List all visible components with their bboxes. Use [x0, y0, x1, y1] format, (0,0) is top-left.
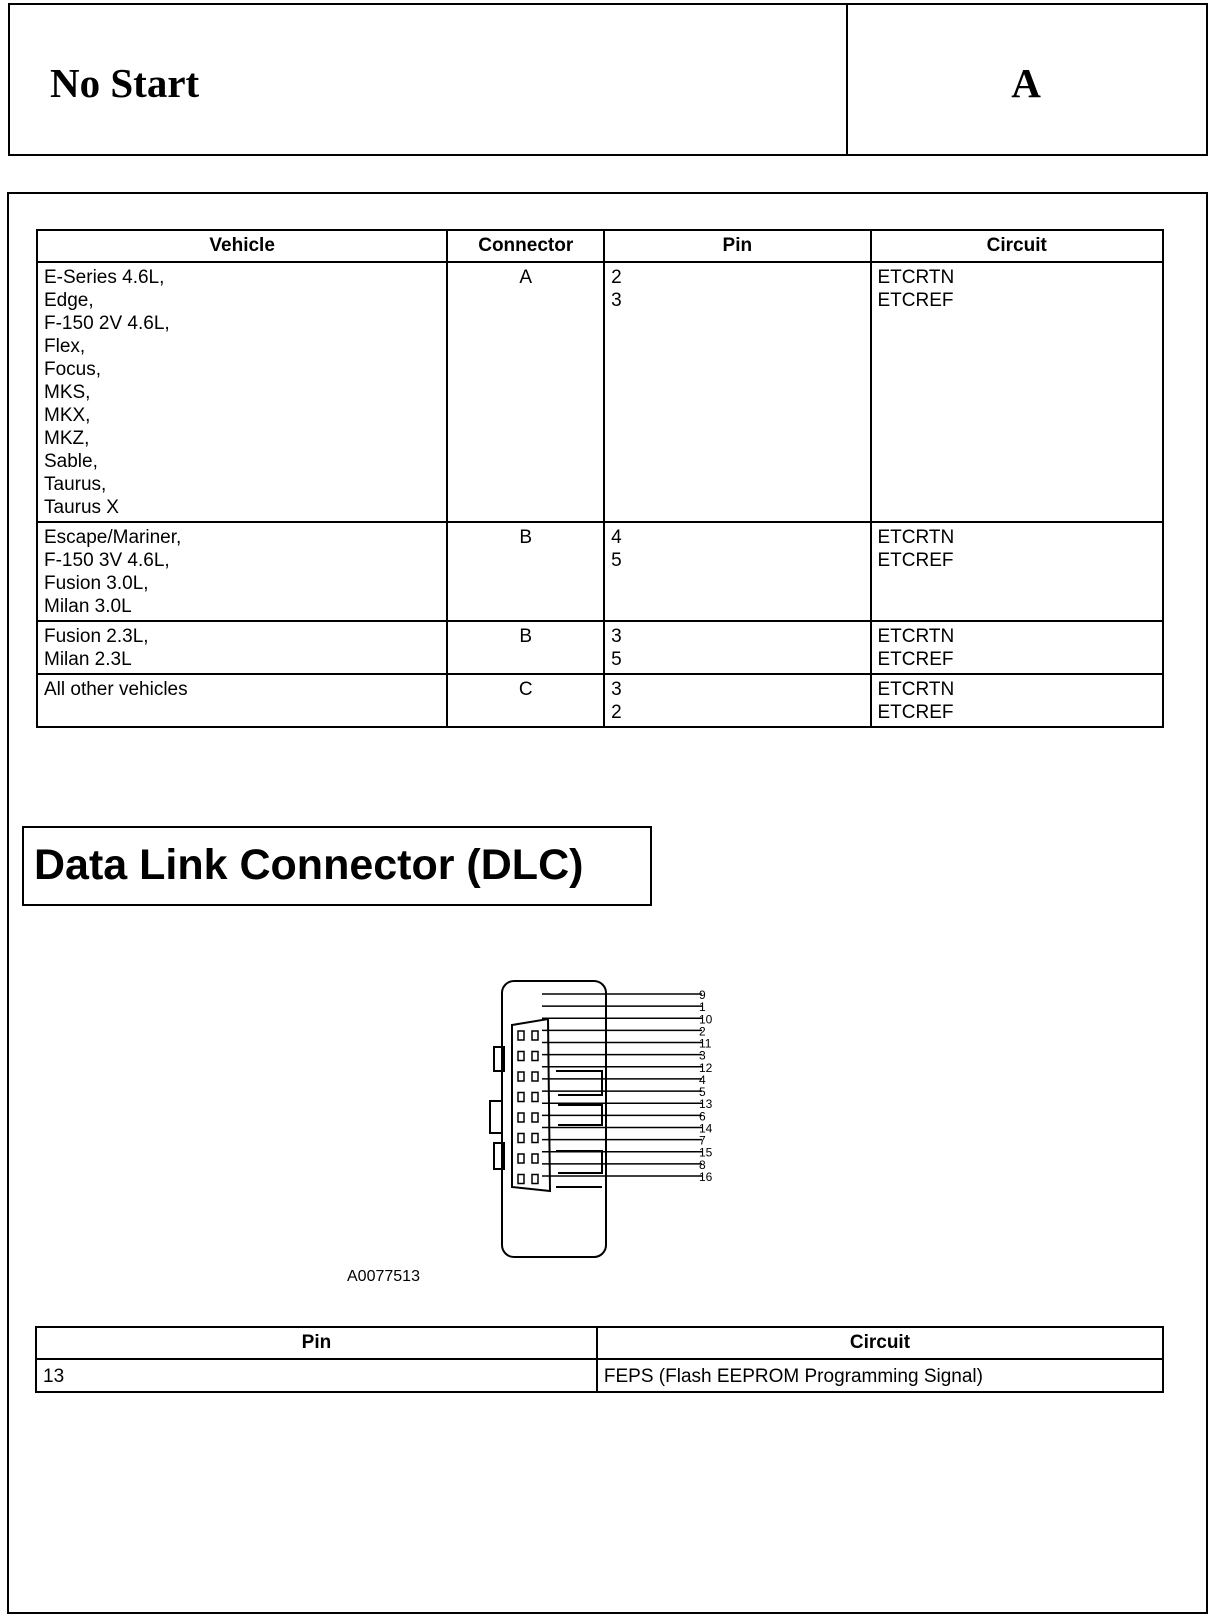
pin-value: 2 [611, 702, 622, 723]
dlc-pin-cavity [518, 1072, 524, 1081]
circuit-value: ETCRTN [877, 267, 955, 288]
vehicle-name: Fusion 2.3L, [44, 626, 149, 647]
dlc-pin-cavity [532, 1154, 538, 1163]
vehicle-name: F-150 3V 4.6L, [44, 550, 170, 571]
pin-value: 3 [611, 626, 622, 647]
dlc-pin-label: 3 [699, 1048, 706, 1063]
connector-cell: B [447, 522, 604, 621]
dlc-pin-label: 5 [699, 1085, 706, 1100]
dlc-pin-cavity [518, 1093, 524, 1102]
circuit-value: ETCRTN [877, 626, 955, 647]
dlc-pin-row-right [532, 1031, 538, 1184]
circuit-cell [871, 262, 1164, 522]
dlc-jumper-bracket [556, 1151, 602, 1173]
dlc-pin-cavity [518, 1134, 524, 1143]
dlc-pin-label: 10 [699, 1012, 713, 1027]
table-header-row [37, 230, 1163, 262]
dlc-connector-diagram [470, 975, 740, 1265]
dlc-pin-label: 12 [699, 1060, 713, 1075]
circuit-value: ETCREF [877, 290, 954, 311]
vehicle-name: Focus, [44, 359, 102, 380]
vehicle-name: All other vehicles [44, 679, 188, 700]
connector-cell: B [447, 621, 604, 674]
table-row [37, 674, 1163, 727]
circuit-cell [871, 522, 1164, 621]
pin-value: 2 [611, 267, 622, 288]
dlc-pin-cavity [532, 1134, 538, 1143]
circuit-value: ETCRTN [877, 527, 955, 548]
connector-cell: C [447, 674, 604, 727]
vehicle-name: E-Series 4.6L, [44, 267, 165, 288]
vehicle-name: MKS, [44, 382, 91, 403]
pin-value: 5 [611, 550, 622, 571]
vehicle-name: Milan 2.3L [44, 649, 132, 670]
dlc-pin-label: 11 [699, 1036, 712, 1051]
vehicle-cell [37, 522, 447, 621]
column-header-circuit: Circuit [871, 230, 1164, 262]
dlc-pin-cavity [518, 1175, 524, 1184]
dlc-pin-row-left [518, 1031, 524, 1184]
table-row [37, 262, 1163, 522]
dlc-pin-label: 15 [699, 1145, 713, 1160]
circuit-value: ETCRTN [877, 679, 955, 700]
column-header-circuit: Circuit [597, 1327, 1163, 1359]
vehicle-name: MKZ, [44, 428, 90, 449]
dlc-pin-cavity [532, 1052, 538, 1061]
pin-cell: 13 [36, 1359, 597, 1392]
circuit-value: ETCREF [877, 550, 954, 571]
dlc-pin-cavity [532, 1072, 538, 1081]
dlc-pin-label: 13 [699, 1097, 713, 1112]
vehicle-name: Taurus, [44, 474, 107, 495]
dlc-pin-cavity [518, 1031, 524, 1040]
dlc-pin-label: 8 [699, 1157, 706, 1172]
pin-value: 3 [611, 290, 622, 311]
vehicle-name: Edge, [44, 290, 94, 311]
vehicle-name: Escape/Mariner, [44, 527, 182, 548]
dlc-pin-cavity [532, 1093, 538, 1102]
vehicle-name: Flex, [44, 336, 86, 357]
dlc-pin-label: 16 [699, 1170, 713, 1184]
table-row [37, 621, 1163, 674]
connector-cell: A [447, 262, 604, 522]
dlc-pin-cavity [518, 1154, 524, 1163]
figure-id: A0077513 [347, 1268, 420, 1285]
dlc-pin-circuit-table [35, 1326, 1164, 1393]
dlc-pin-label: 1 [699, 1000, 706, 1015]
pin-cell [604, 522, 870, 621]
column-header-pin: Pin [36, 1327, 597, 1359]
pin-value: 4 [611, 527, 622, 548]
dlc-section-heading: Data Link Connector (DLC) [22, 826, 652, 906]
dlc-pin-cavity [532, 1031, 538, 1040]
vehicle-name: Fusion 3.0L, [44, 573, 149, 594]
vehicle-connector-table [36, 229, 1164, 728]
dlc-pin-cavity [518, 1052, 524, 1061]
pin-cell [604, 262, 870, 522]
vehicle-cell [37, 621, 447, 674]
dlc-pin-cavity [532, 1175, 538, 1184]
circuit-cell [871, 621, 1164, 674]
page-title: No Start [50, 60, 200, 106]
dlc-pin-cavity [532, 1113, 538, 1122]
vehicle-cell [37, 674, 447, 727]
dlc-pin-cavity [518, 1113, 524, 1122]
dlc-locking-tab [490, 1101, 502, 1133]
dlc-pin-label: 9 [699, 988, 706, 1002]
pin-value: 5 [611, 649, 622, 670]
table-row [37, 522, 1163, 621]
pin-value: 3 [611, 679, 622, 700]
dlc-inner-housing [512, 1019, 550, 1191]
circuit-cell: FEPS (Flash EEPROM Programming Signal) [597, 1359, 1163, 1392]
vehicle-name: F-150 2V 4.6L, [44, 313, 170, 334]
vehicle-cell [37, 262, 447, 522]
vehicle-name: Taurus X [44, 497, 119, 518]
circuit-cell [871, 674, 1164, 727]
vehicle-name: Sable, [44, 451, 98, 472]
dlc-lead-lines [542, 994, 702, 1176]
page-header [8, 3, 1208, 156]
circuit-value: ETCREF [877, 702, 954, 723]
dlc-pin-label: 6 [699, 1109, 706, 1124]
table-row [36, 1359, 1163, 1392]
dlc-pin-label: 14 [699, 1121, 713, 1136]
column-header-pin: Pin [604, 230, 870, 262]
column-header-connector: Connector [447, 230, 604, 262]
vehicle-name: Milan 3.0L [44, 596, 132, 617]
dlc-pin-label: 2 [699, 1024, 706, 1039]
table-header-row [36, 1327, 1163, 1359]
column-header-vehicle: Vehicle [37, 230, 447, 262]
dlc-pin-label: 7 [699, 1133, 706, 1148]
circuit-value: ETCREF [877, 649, 954, 670]
dlc-pin-labels [699, 988, 713, 1184]
vehicle-name: MKX, [44, 405, 91, 426]
pin-cell [604, 621, 870, 674]
pin-cell [604, 674, 870, 727]
section-letter: A [1011, 60, 1041, 106]
dlc-pin-label: 4 [699, 1072, 706, 1087]
